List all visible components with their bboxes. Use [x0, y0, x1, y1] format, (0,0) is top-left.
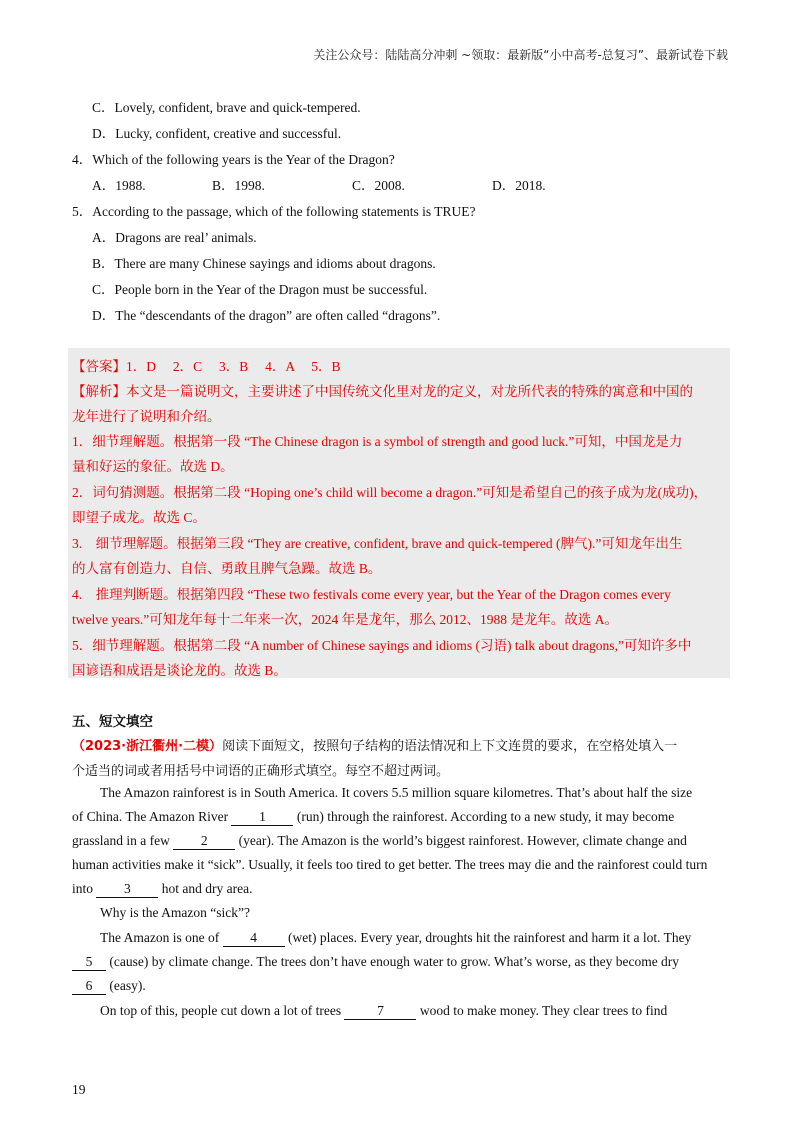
- source-label: （2023·浙江衢州·二模）: [72, 739, 223, 754]
- passage-line-9: [100, 1003, 667, 1020]
- analysis-line-6: 即望子成龙。故选 C。: [72, 510, 206, 525]
- passage-line-8: [72, 978, 146, 995]
- page-number: 19: [72, 1082, 86, 1097]
- passage-text: of China. The Amazon River: [72, 809, 232, 824]
- analysis-line-8: 的人富有创造力、自信、勇敢且脾气急躁。故选 B。: [72, 561, 382, 576]
- q4-option-b: B．1998.: [212, 178, 265, 193]
- q3-option-c: C．Lovely, confident, brave and quick-tempered.: [92, 100, 361, 115]
- analysis-line-1: 【解析】本文是一篇说明文，主要讲述了中国传统文化里对龙的定义，对龙所代表的特殊的寓意和中国的: [72, 384, 693, 399]
- passage-text: grassland in a few: [72, 833, 174, 848]
- passage-line-4: human activities make it “sick”. Usually, it feels too tired to get better. The trees may die and the rainforest could turn: [72, 857, 708, 872]
- analysis-line-7: 3. 细节理解题。根据第三段 “They are creative, confident, brave and quick-tempered (脾气).”可知龙年出生: [72, 536, 683, 551]
- blank-1[interactable]: 1: [231, 810, 293, 826]
- analysis-line-2: 龙年进行了说明和介绍。: [72, 409, 221, 424]
- section-instructions-1: [72, 735, 677, 754]
- passage-text: (cause) by climate change. The trees don’t have enough water to grow. What’s worse, as they become dry: [106, 954, 680, 969]
- q3-option-d: D．Lucky, confident, creative and successful.: [92, 126, 342, 141]
- page-header: 关注公众号：陆陆高分冲刺 ~领取：最新版“小中高考-总复习”、最新试卷下载: [313, 48, 728, 62]
- blank-7[interactable]: 7: [344, 1004, 416, 1020]
- analysis-line-9: 4. 推理判断题。根据第四段 “These two festivals come every year, but the Year of the Dragon comes every: [72, 587, 671, 602]
- passage-text: wood to make money. They clear trees to find: [416, 1003, 668, 1018]
- answer-key: 【答案】1．D 2．C 3．B 4．A 5．B: [72, 359, 341, 374]
- passage-text: (run) through the rainforest. According to a new study, it may become: [293, 809, 675, 824]
- passage-line-7: [72, 954, 679, 971]
- q5-option-b: B．There are many Chinese sayings and idioms about dragons.: [92, 256, 436, 271]
- passage-question: Why is the Amazon “sick”?: [100, 905, 250, 920]
- passage-text: into: [72, 881, 97, 896]
- q5-option-d: D．The “descendants of the dragon” are often called “dragons”.: [92, 308, 441, 323]
- passage-text: On top of this, people cut down a lot of trees: [100, 1003, 345, 1018]
- blank-6[interactable]: 6: [72, 979, 106, 995]
- section-instructions-2: 个适当的词或者用括号中词语的正确形式填空。每空不超过两词。: [72, 764, 450, 779]
- passage-line-6: [100, 930, 691, 947]
- analysis-line-12: 国谚语和成语是谈论龙的。故选 B。: [72, 663, 287, 678]
- section-title: 五、短文填空: [72, 714, 153, 730]
- passage-line-2: [72, 809, 674, 826]
- instructions-text: 阅读下面短文，按照句子结构的语法情况和上下文连贯的要求，在空格处填入一: [222, 739, 678, 754]
- blank-3[interactable]: 3: [96, 882, 158, 898]
- blank-2[interactable]: 2: [173, 834, 235, 850]
- q4-options: [92, 174, 546, 194]
- analysis-line-4: 量和好运的象征。故选 D。: [72, 459, 234, 474]
- q4-stem: 4．Which of the following years is the Year of the Dragon?: [72, 152, 395, 167]
- passage-text: (easy).: [106, 978, 146, 993]
- passage-text: (year). The Amazon is the world’s biggest rainforest. However, climate change and: [235, 833, 687, 848]
- q5-option-a: A．Dragons are real’ animals.: [92, 230, 257, 245]
- blank-5[interactable]: 5: [72, 955, 106, 971]
- q4-option-a: A．1988.: [92, 178, 146, 193]
- analysis-line-3: 1．细节理解题。根据第一段 “The Chinese dragon is a symbol of strength and good luck.”可知，中国龙是力: [72, 434, 683, 449]
- passage-text: The Amazon is one of: [100, 930, 223, 945]
- passage-line-3: [72, 833, 687, 850]
- analysis-line-11: 5．细节理解题。根据第二段 “A number of Chinese sayings and idioms (习语) talk about dragons,”可知许多中: [72, 638, 692, 653]
- passage-line-5: [72, 881, 252, 898]
- passage-line-1: The Amazon rainforest is in South America. It covers 5.5 million square kilometres. That’s about half the size: [100, 785, 693, 800]
- passage-text: hot and dry area.: [158, 881, 253, 896]
- q5-option-c: C．People born in the Year of the Dragon must be successful.: [92, 282, 428, 297]
- analysis-line-10: twelve years.”可知龙年每十二年来一次，2024 年是龙年，那么 2012、1988 是龙年。故选 A。: [72, 612, 618, 627]
- q4-option-d: D．2018.: [492, 178, 546, 193]
- passage-text: (wet) places. Every year, droughts hit the rainforest and harm it a lot. They: [284, 930, 692, 945]
- analysis-line-5: 2．词句猜测题。根据第二段 “Hoping one’s child will become a dragon.”可知是希望自己的孩子成为龙(成功)，: [72, 485, 708, 500]
- blank-4[interactable]: 4: [223, 931, 285, 947]
- q5-stem: 5．According to the passage, which of the following statements is TRUE?: [72, 204, 476, 219]
- q4-option-c: C．2008.: [352, 178, 405, 193]
